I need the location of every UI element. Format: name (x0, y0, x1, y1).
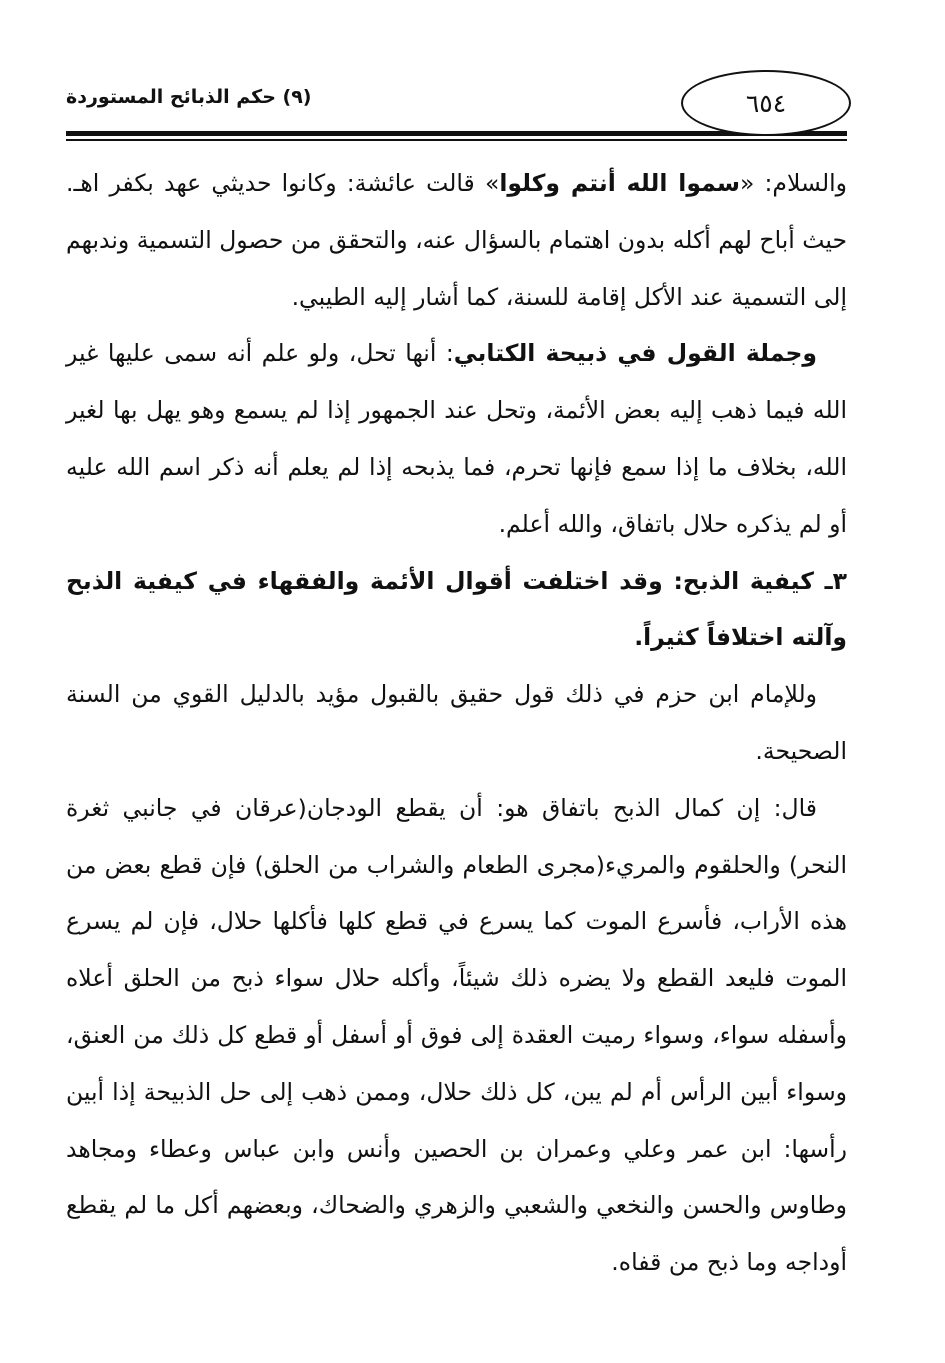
text-segment: : أنها تحل، ولو علم أنه سمى عليها غير الله فيما ذهب إليه بعض الأئمة، وتحل عند الجمهور إذا لم يسمع وهو يهل بها لغير الله، بخلاف ما إذا سمع فإنها تحرم، فما يذبحه إذا لم يعلم أنه ذكر اسم الله عليه أو لم يذكره حلال باتفاق، والله أعلم. (66, 339, 847, 538)
running-title: (٩) حكم الذبائح المستوردة (66, 86, 312, 108)
text-segment: » قالت عائشة: وكانوا حديثي عهد بكفر اهـ. حيث أباح لهم أكله بدون اهتمام بالسؤال عنه، والتحقق من حصول التسمية وندبهم إلى التسمية عند الأكل إقامة للسنة، كما أشار إليه الطيبي. (66, 169, 847, 311)
text-segment: والسلام: « (739, 169, 848, 197)
paragraph-summary (66, 325, 847, 552)
hadith-quote: سموا الله أنتم وكلوا (499, 169, 740, 197)
section-heading-text: ٣ـ كيفية الذبح: وقد اختلفت أقوال الأئمة والفقهاء في كيفية الذبح وآلته اختلافاً كثيراً. (66, 566, 847, 652)
header-rule-thin (66, 139, 847, 141)
page-header (66, 70, 847, 150)
text-segment: قال: إن كمال الذبح باتفاق هو: أن يقطع الودجان(عرقان في جانبي ثغرة النحر) والحلقوم والمريء(مجرى الطعام والشراب من الحلق) فإن قطع بعض من هذه الأراب، فأسرع الموت كما يسرع في قطع كلها فأكلها حلال، فإن لم يسرع الموت فليعد القطع ولا يضره ذلك شيئاً، وأكله حلال سواء ذبح من الحلق أعلاه وأسفله سواء، وسواء رميت العقدة إلى فوق أو أسفل أو قطع كل ذلك من العنق، وسواء أبين الرأس أم لم يبن، كل ذلك حلال، وممن ذهب إلى حل الذبيحة إذا أبين رأسها: ابن عمر وعلي وعمران بن الحصين وأنس وابن عباس وعطاء ومجاهد وطاوس والحسن والنخعي والشعبي والزهري والضحاك، وبعضهم أكل ما لم يقطع أوداجه وما ذبح من قفاه. (66, 793, 847, 1277)
paragraph-lead: وجملة القول في ذبيحة الكتابي (453, 339, 817, 368)
page-number-oval (681, 70, 851, 136)
page-body (66, 155, 847, 1291)
section-heading (66, 553, 847, 667)
paragraph-continuation (66, 155, 847, 325)
paragraph-ibn-hazm (66, 666, 847, 780)
text-segment: وللإمام ابن حزم في ذلك قول حقيق بالقبول مؤيد بالدليل القوي من السنة الصحيحة. (66, 680, 847, 765)
page-number: ٦٥٤ (745, 88, 787, 118)
paragraph-quote (66, 780, 847, 1291)
